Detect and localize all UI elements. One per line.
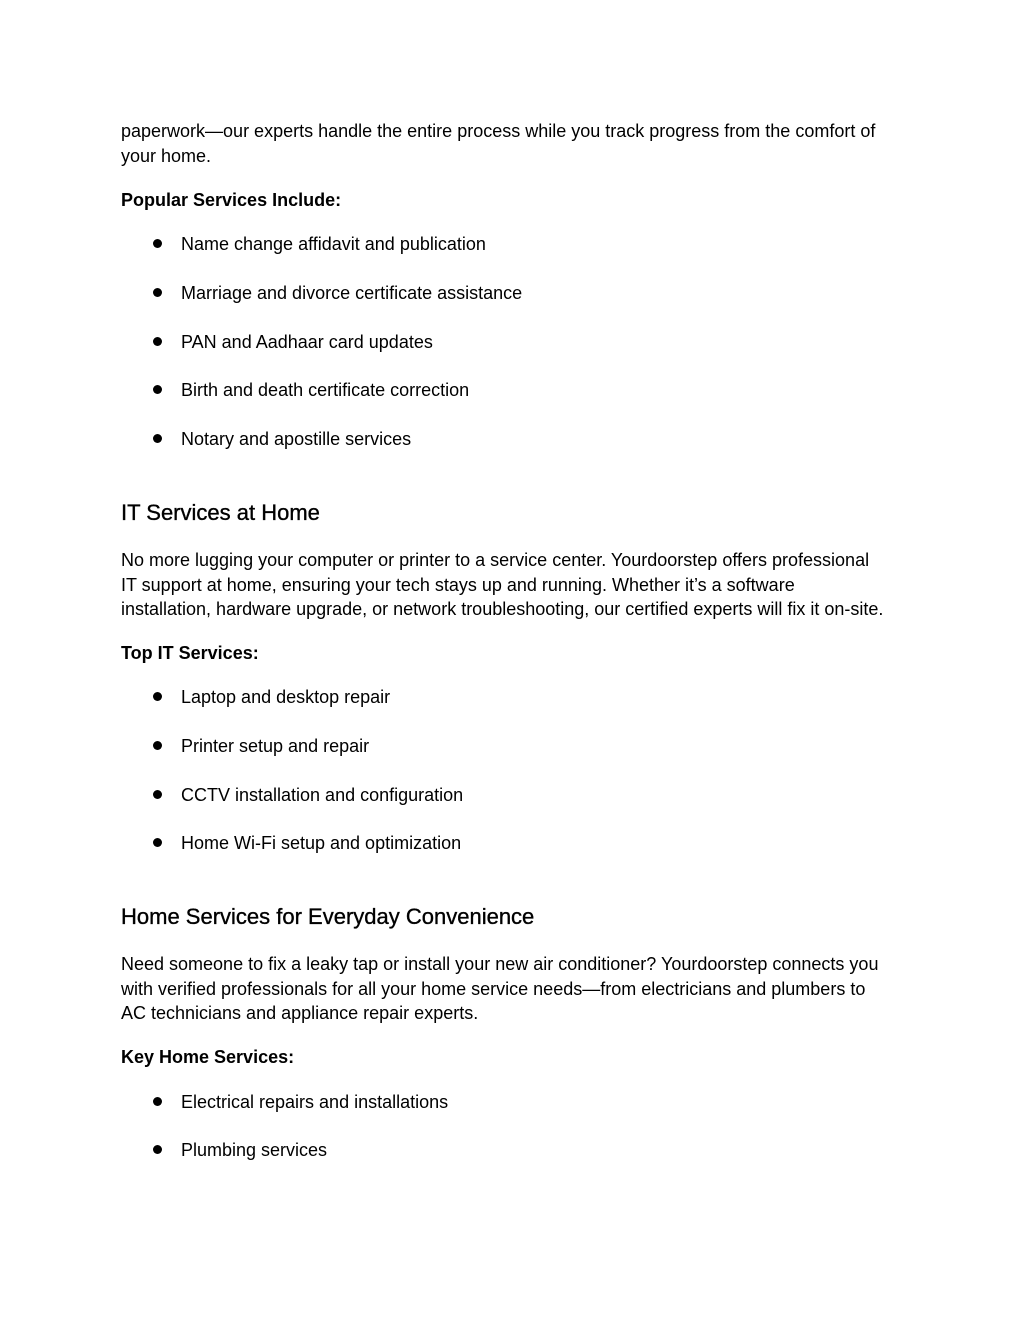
bullet-icon xyxy=(153,790,162,799)
paragraph-line: No more lugging your computer or printer to a service center. Yourdoorstep offers professional xyxy=(121,550,870,570)
list-item-label: CCTV installation and configuration xyxy=(181,785,464,805)
key-home-services-heading: Key Home Services: xyxy=(121,1047,295,1067)
popular-services-heading: Popular Services Include: xyxy=(121,190,342,210)
it-services-paragraph xyxy=(121,548,921,622)
bullet-icon xyxy=(153,434,162,443)
bullet-icon xyxy=(153,1097,162,1106)
intro-line: your home. xyxy=(121,145,212,166)
list-item-label: Laptop and desktop repair xyxy=(181,687,391,707)
paragraph-line: installation, hardware upgrade, or network troubleshooting, our certified experts will fix it on-site. xyxy=(121,599,884,619)
intro-line: paperwork—our experts handle the entire process while you track progress from the comfort of xyxy=(121,121,876,141)
list-item-label: Electrical repairs and installations xyxy=(181,1092,449,1112)
bullet-icon xyxy=(153,239,162,248)
list-item-label: Plumbing services xyxy=(181,1140,328,1160)
section-title-it-services: IT Services at Home xyxy=(121,500,320,525)
intro-paragraph xyxy=(121,119,921,168)
bullet-icon xyxy=(153,741,162,750)
list-item-label: Name change affidavit and publication xyxy=(181,234,486,254)
bullet-icon xyxy=(153,692,162,701)
list-item-label: Marriage and divorce certificate assistance xyxy=(181,283,523,303)
list-item-label: Birth and death certificate correction xyxy=(181,380,470,400)
bullet-icon xyxy=(153,838,162,847)
list-item-label: Notary and apostille services xyxy=(181,429,412,449)
paragraph-line: IT support at home, ensuring your tech stays up and running. Whether it’s a software xyxy=(121,574,795,595)
bullet-icon xyxy=(153,337,162,346)
list-item-label: Home Wi-Fi setup and optimization xyxy=(181,833,462,853)
paragraph-line: Need someone to fix a leaky tap or install your new air conditioner? Yourdoorstep connects you xyxy=(121,954,879,974)
section-title-home-services: Home Services for Everyday Convenience xyxy=(121,904,535,929)
bullet-icon xyxy=(153,288,162,297)
bullet-icon xyxy=(153,385,162,394)
paragraph-line: AC technicians and appliance repair experts. xyxy=(121,1003,479,1023)
top-it-services-heading: Top IT Services: xyxy=(121,643,259,663)
list-item-label: Printer setup and repair xyxy=(181,736,370,756)
paragraph-line: with verified professionals for all your home service needs—from electricians and plumbers to xyxy=(121,978,866,999)
home-services-paragraph xyxy=(121,952,921,1026)
bullet-icon xyxy=(153,1145,162,1154)
list-item-label: PAN and Aadhaar card updates xyxy=(181,332,433,352)
